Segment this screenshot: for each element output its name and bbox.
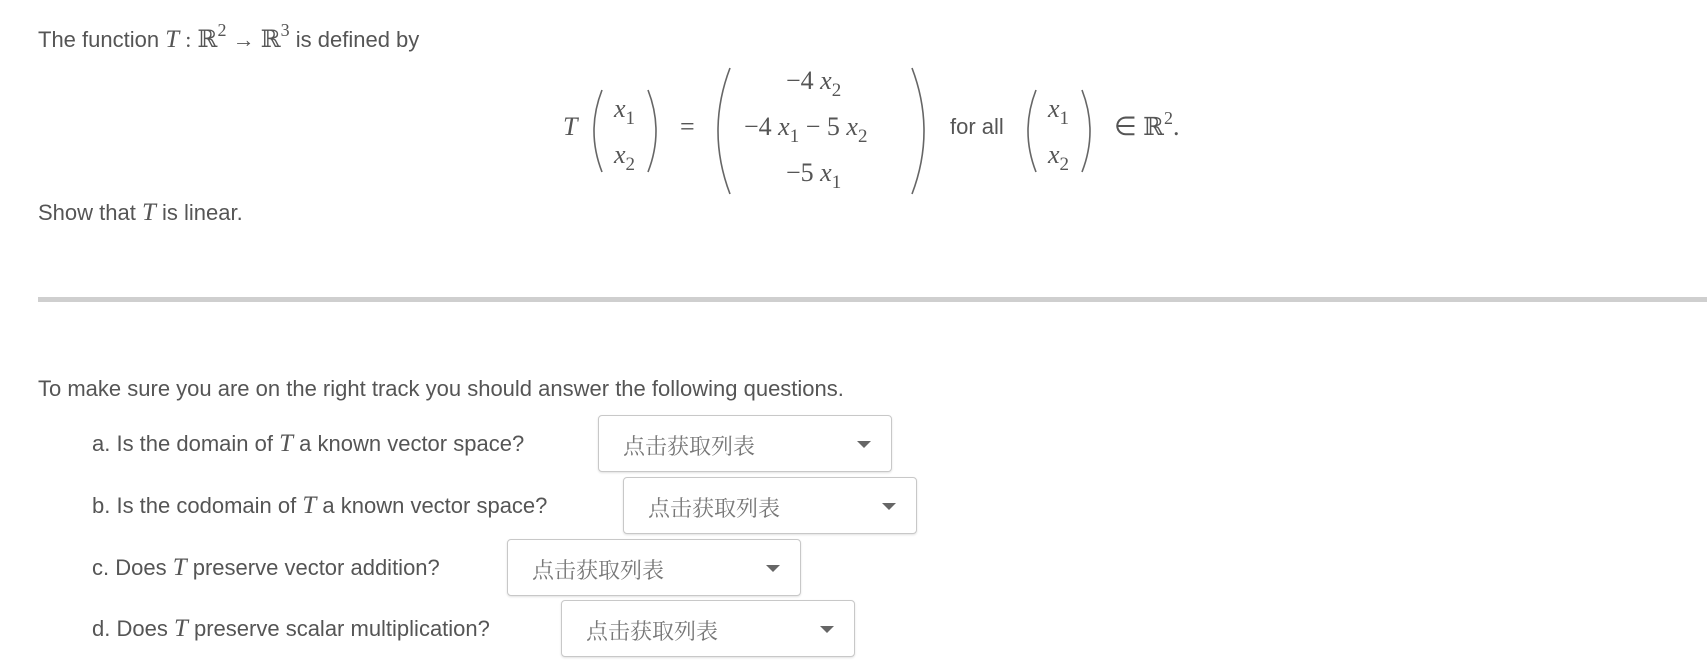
question-b-select[interactable] (623, 477, 917, 534)
select-placeholder: 点击获取列表 (623, 435, 756, 460)
output-row-1: −4 $x_2$ (786, 66, 842, 101)
question-c-select[interactable] (507, 539, 801, 596)
task-T: T (141, 199, 156, 226)
task-suffix: is linear. (162, 200, 243, 225)
colon: : (185, 27, 192, 52)
caret-down-icon (882, 503, 896, 510)
caret-down-icon (857, 441, 871, 448)
task-statement (38, 200, 243, 226)
task-prefix: Show that (38, 200, 136, 225)
question-c: c. Does T preserve vector addition? (92, 554, 440, 581)
input-x1: $x_1$ (614, 94, 636, 129)
output-row-2: −4 $x_1 - 5$ $x_2$ (744, 112, 868, 147)
forall-x2: $x_2$ (1048, 140, 1070, 175)
input-x2: $x_2$ (614, 140, 636, 175)
arrow-symbol: → (232, 27, 255, 52)
forall-x1: $x_1$ (1048, 94, 1070, 129)
domain-set: ℝ (197, 25, 218, 53)
domain-exp: 2 (217, 20, 227, 40)
question-a: a. Is the domain of T a known vector space? (92, 430, 525, 457)
intro-prefix: The function (38, 27, 160, 52)
codomain-exp: 3 (280, 20, 290, 40)
question-b: b. Is the codomain of T a known vector space? (92, 492, 548, 519)
select-placeholder: 点击获取列表 (648, 497, 781, 522)
forall-set: ∈ ℝ$^2$. (1114, 108, 1180, 141)
select-placeholder: 点击获取列表 (586, 620, 719, 645)
for-all-text: for all (950, 114, 1004, 139)
codomain-set: ℝ (260, 25, 281, 53)
caret-down-icon (820, 626, 834, 633)
equals-sign: = (680, 112, 695, 141)
guide-intro: To make sure you are on the right track you should answer the following questions. (38, 376, 844, 401)
caret-down-icon (766, 565, 780, 572)
output-row-3: −5 $x_1$ (786, 158, 842, 193)
definition-equation (0, 0, 1707, 200)
intro-suffix: is defined by (295, 27, 420, 52)
question-d-select[interactable] (561, 600, 855, 657)
func-name: T (165, 26, 180, 53)
eq-T: T (563, 112, 578, 141)
section-divider (38, 297, 1707, 302)
question-d: d. Does T preserve scalar multiplication? (92, 615, 490, 642)
question-a-select[interactable] (598, 415, 892, 472)
select-placeholder: 点击获取列表 (532, 559, 665, 584)
